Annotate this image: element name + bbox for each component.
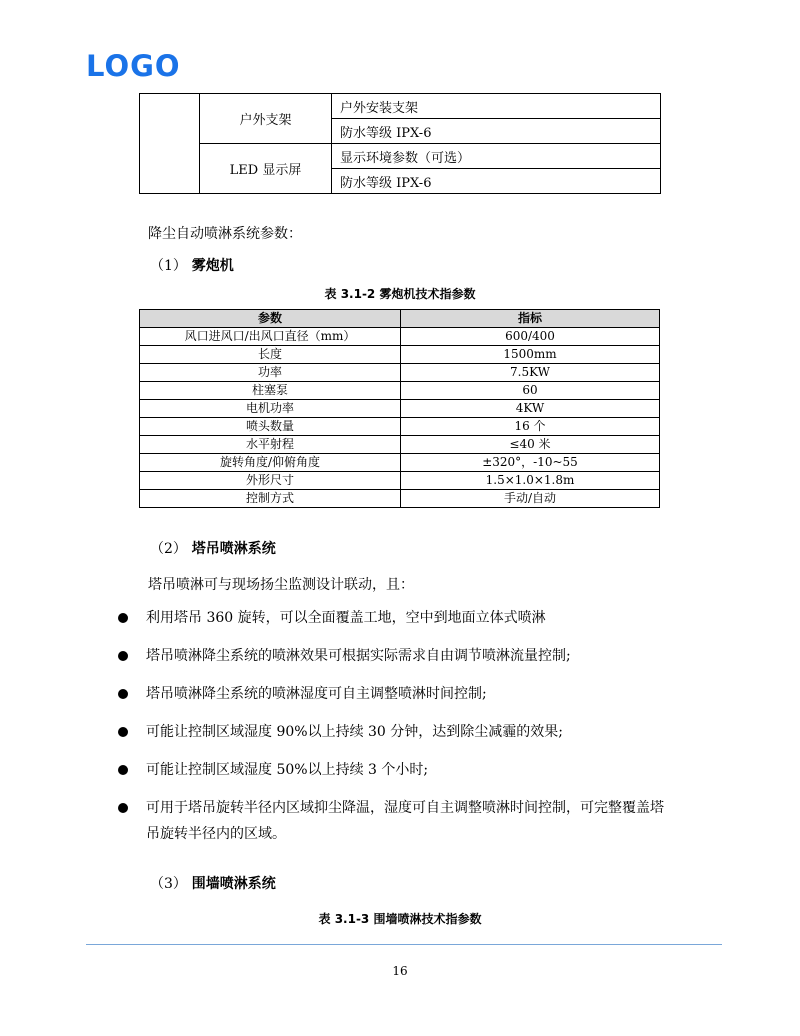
page-number: 16 xyxy=(392,964,408,978)
table-cell: ≤40 米 xyxy=(401,436,660,454)
table-row xyxy=(140,418,660,436)
table-header-row xyxy=(140,310,660,328)
table-cell: 柱塞泵 xyxy=(140,382,401,400)
table-cell-empty xyxy=(140,94,200,194)
list-item xyxy=(118,719,718,745)
table-cell: 600/400 xyxy=(401,328,660,346)
bullet-icon xyxy=(118,727,128,737)
list-item-text: 塔吊喷淋降尘系统的喷淋效果可根据实际需求自由调节喷淋流量控制; xyxy=(146,648,571,664)
table-cell-group: 户外支架 xyxy=(200,94,332,144)
bullet-icon xyxy=(118,613,128,623)
footer-divider xyxy=(86,944,722,945)
table-header: 指标 xyxy=(401,310,660,328)
table-row xyxy=(140,346,660,364)
section-title: 雾炮机 xyxy=(191,258,234,274)
table-cell: 水平射程 xyxy=(140,436,401,454)
section2-intro: 塔吊喷淋可与现场扬尘监测设计联动，且： xyxy=(148,577,414,593)
intro-text: 降尘自动喷淋系统参数： xyxy=(148,226,302,242)
table-cell: 控制方式 xyxy=(140,490,401,508)
table-cell: 长度 xyxy=(140,346,401,364)
table-cell: 4KW xyxy=(401,400,660,418)
section-number: （3） xyxy=(150,876,187,892)
section-title: 塔吊喷淋系统 xyxy=(191,541,276,557)
list-item xyxy=(118,643,718,669)
list-item xyxy=(118,757,718,783)
list-item xyxy=(118,795,718,847)
bullet-icon xyxy=(118,651,128,661)
table-cell: 1.5×1.0×1.8m xyxy=(401,472,660,490)
table-row xyxy=(140,382,660,400)
section-heading-3 xyxy=(150,874,276,894)
table-cell: 电机功率 xyxy=(140,400,401,418)
table-row xyxy=(140,436,660,454)
bullet-list xyxy=(118,605,718,859)
list-item-text: 可用于塔吊旋转半径内区域抑尘降温，湿度可自主调整喷淋时间控制，可完整覆盖塔吊旋转半径内的区域。 xyxy=(146,800,664,842)
table-cell: 户外安装支架 xyxy=(332,94,661,119)
table-cell: 喷头数量 xyxy=(140,418,401,436)
table-row xyxy=(140,472,660,490)
list-item xyxy=(118,605,718,631)
table-row xyxy=(140,400,660,418)
list-item-text: 利用塔吊 360 旋转，可以全面覆盖工地，空中到地面立体式喷淋 xyxy=(146,610,546,626)
section-heading-1 xyxy=(150,256,234,276)
list-item-text: 塔吊喷淋降尘系统的喷淋湿度可自主调整喷淋时间控制; xyxy=(146,686,487,702)
list-item-text: 可能让控制区域湿度 90%以上持续 30 分钟，达到除尘减霾的效果; xyxy=(146,724,563,740)
table-cell: 功率 xyxy=(140,364,401,382)
table-cell: 7.5KW xyxy=(401,364,660,382)
table-row xyxy=(140,144,661,169)
table-row xyxy=(140,364,660,382)
bullet-icon xyxy=(118,689,128,699)
table-row xyxy=(140,454,660,472)
logo: LOGO xyxy=(86,49,181,83)
bullet-icon xyxy=(118,765,128,775)
table-cell: 旋转角度/仰俯角度 xyxy=(140,454,401,472)
section-title: 围墙喷淋系统 xyxy=(191,876,276,892)
table-row xyxy=(140,328,660,346)
section-number: （2） xyxy=(150,541,187,557)
equipment-table xyxy=(139,93,661,194)
table-cell: 16 个 xyxy=(401,418,660,436)
table-cell: 显示环境参数（可选） xyxy=(332,144,661,169)
table-cell: 风口进风口/出风口直径（mm） xyxy=(140,328,401,346)
list-item-text: 可能让控制区域湿度 50%以上持续 3 个小时; xyxy=(146,762,429,778)
table-row xyxy=(140,490,660,508)
param-table xyxy=(139,309,660,508)
table-header: 参数 xyxy=(140,310,401,328)
table-caption: 表 3.1-2 雾炮机技术指参数 xyxy=(324,287,476,301)
table-cell-group: LED 显示屏 xyxy=(200,144,332,194)
bullet-icon xyxy=(118,803,128,813)
table-cell: 手动/自动 xyxy=(401,490,660,508)
table-row xyxy=(140,94,661,119)
table-cell: 60 xyxy=(401,382,660,400)
table-cell: 1500mm xyxy=(401,346,660,364)
section-heading-2 xyxy=(150,539,276,559)
list-item xyxy=(118,681,718,707)
table-cell: ±320°，-10~55 xyxy=(401,454,660,472)
table-caption: 表 3.1-3 围墙喷淋技术指参数 xyxy=(318,912,482,926)
table-cell: 防水等级 IPX-6 xyxy=(332,169,661,194)
section-number: （1） xyxy=(150,258,187,274)
table-cell: 外形尺寸 xyxy=(140,472,401,490)
table-cell: 防水等级 IPX-6 xyxy=(332,119,661,144)
